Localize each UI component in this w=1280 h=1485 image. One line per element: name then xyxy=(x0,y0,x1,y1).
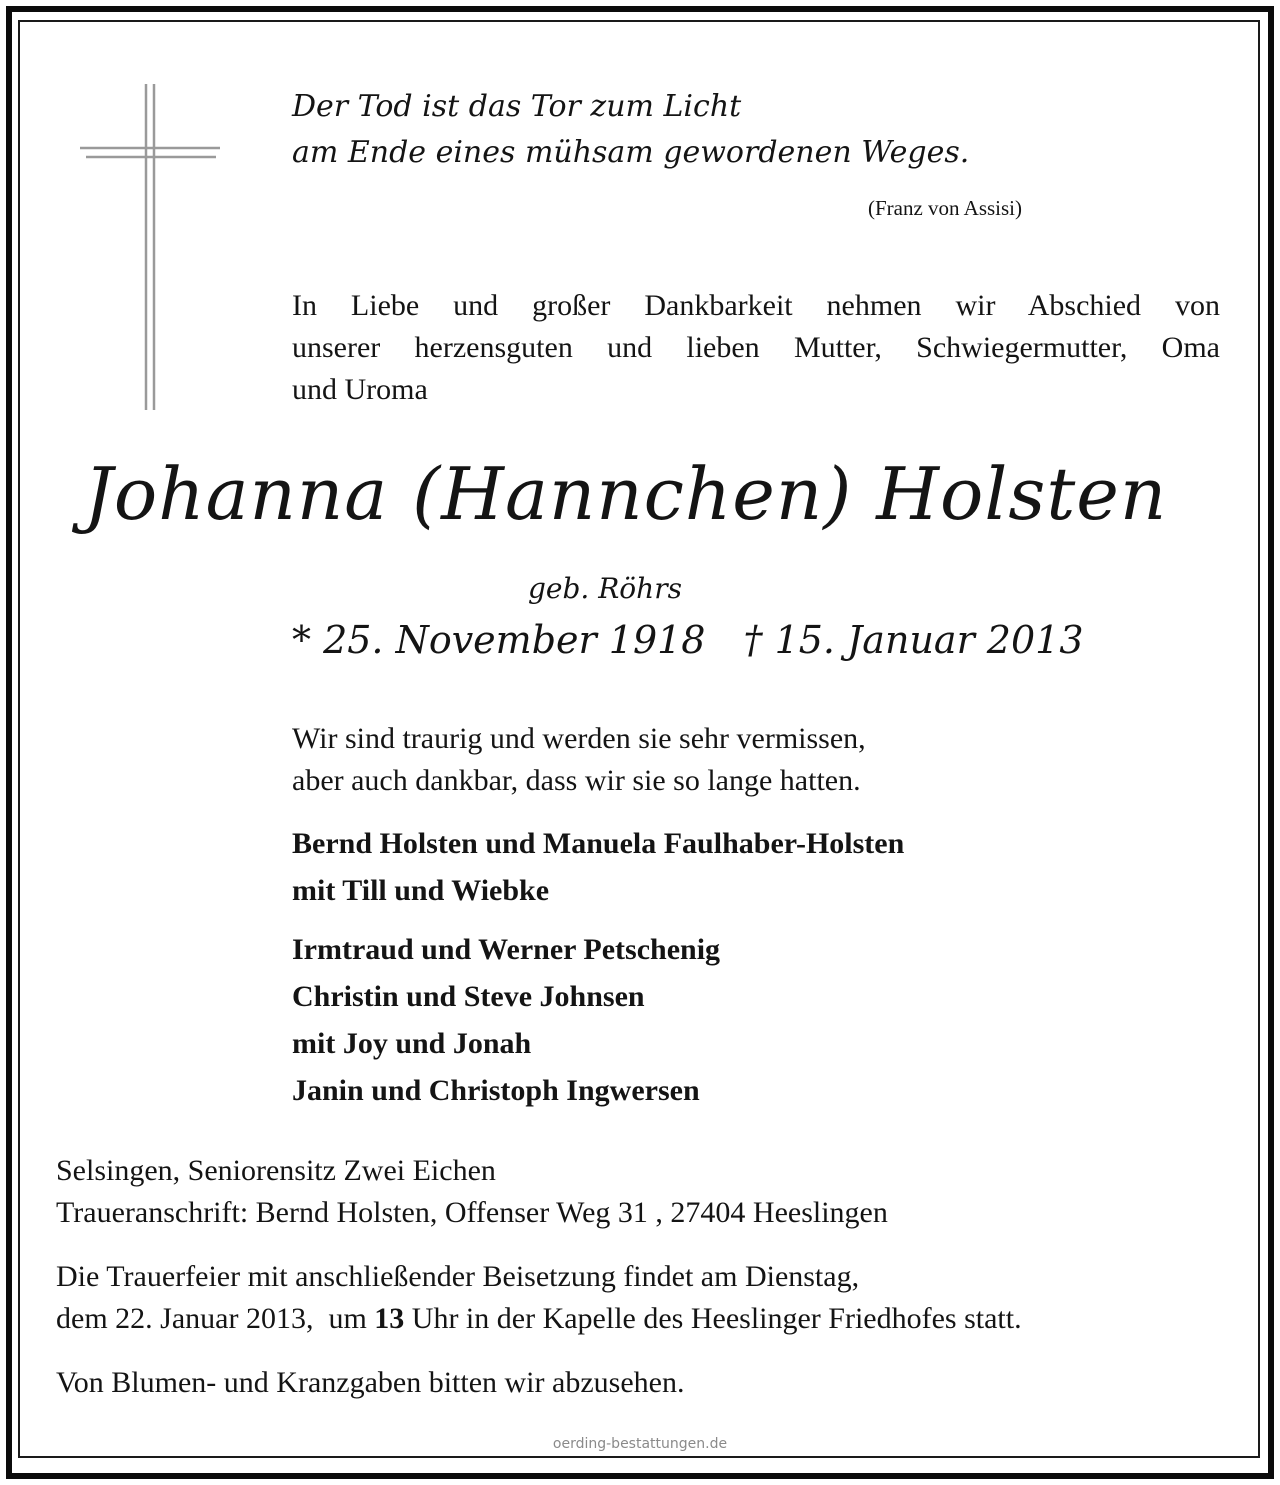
quote-line: Der Tod ist das Tor zum Licht xyxy=(292,89,742,124)
cross-icon xyxy=(80,84,222,410)
location-line: Selsingen, Seniorensitz Zwei Eichen xyxy=(56,1154,496,1187)
family-group-2 xyxy=(292,926,720,1114)
death-date: † 15. Januar 2013 xyxy=(743,618,1084,662)
quote xyxy=(292,84,969,176)
funeral-line: Die Trauerfeier mit anschließender Beisetzung findet am Dienstag, xyxy=(56,1260,860,1293)
address-line: Traueranschrift: Bernd Holsten, Offenser Weg 31 , 27404 Heeslingen xyxy=(56,1196,888,1229)
flowers-note: Von Blumen- und Kranzgaben bitten wir abzusehen. xyxy=(56,1366,685,1399)
intro-line: und Uroma xyxy=(292,373,428,406)
funeral-place: Uhr in der Kapelle des Heeslinger Friedhofes statt. xyxy=(404,1302,1022,1335)
funeral-hour: 13 xyxy=(374,1302,405,1335)
birth-name: geb. Röhrs xyxy=(528,572,682,605)
location-text xyxy=(56,1150,888,1234)
family-line: Janin und Christoph Ingwersen xyxy=(292,1074,700,1107)
family-line: mit Till und Wiebke xyxy=(292,874,550,907)
website-watermark: oerding-bestattungen.de xyxy=(552,1436,728,1452)
family-line: Christin und Steve Johnsen xyxy=(292,980,645,1013)
quote-source: (Franz von Assisi) xyxy=(868,196,1022,220)
family-group-1 xyxy=(292,820,904,914)
quote-line: am Ende eines mühsam gewordenen Weges. xyxy=(292,135,970,170)
funeral-text xyxy=(56,1256,1022,1340)
intro-text xyxy=(292,285,1220,411)
birth-date: * 25. November 1918 xyxy=(292,618,706,662)
family-line: Bernd Holsten und Manuela Faulhaber-Holsten xyxy=(292,827,905,860)
funeral-date: dem 22. Januar 2013, um xyxy=(56,1302,375,1335)
intro-line: In Liebe und großer Dankbarkeit nehmen wir Abschied von xyxy=(292,289,1220,322)
family-line: mit Joy und Jonah xyxy=(292,1027,532,1060)
deceased-name: Johanna (Hannchen) Holsten xyxy=(84,452,1168,536)
family-line: Irmtraud und Werner Petschenig xyxy=(292,933,721,966)
mourning-line: Wir sind traurig und werden sie sehr vermissen, xyxy=(292,722,866,755)
funeral-line xyxy=(56,1298,1022,1340)
intro-line: unserer herzensguten und lieben Mutter, Schwiegermutter, Oma xyxy=(292,331,1220,364)
life-dates xyxy=(292,618,1084,662)
mourning-text xyxy=(292,718,866,802)
mourning-line: aber auch dankbar, dass wir sie so lange hatten. xyxy=(292,764,861,797)
